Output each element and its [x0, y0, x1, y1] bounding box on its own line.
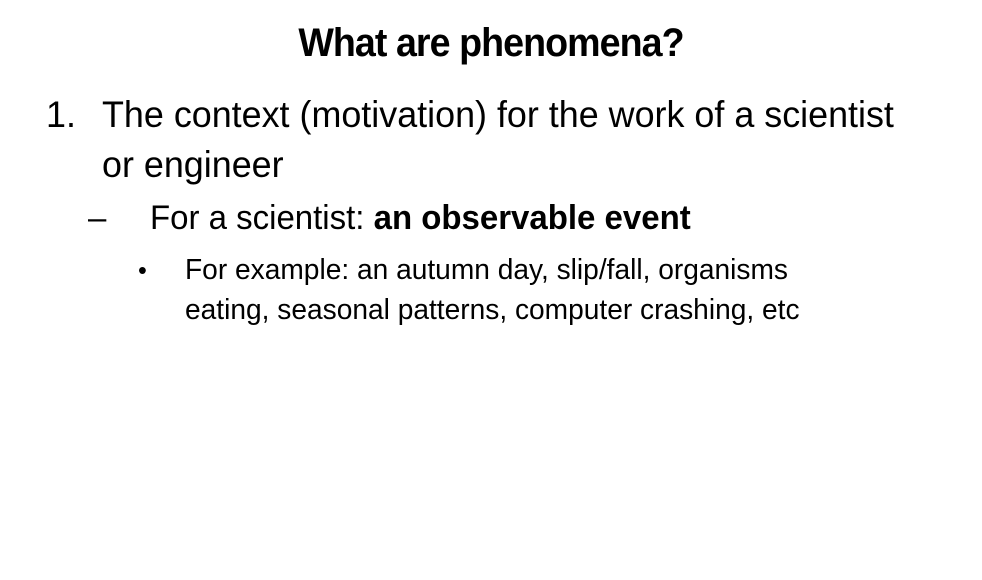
level3-text — [185, 250, 800, 330]
level2-text — [150, 196, 691, 241]
level3-bullet-marker: • — [138, 255, 147, 285]
level2-text-bold: an observable event — [373, 199, 691, 237]
level1-number-marker: 1. — [46, 94, 76, 135]
level2-dash-marker: – — [88, 199, 107, 237]
level1-text-line2: or engineer — [102, 144, 284, 185]
level3-text-line2: eating, seasonal patterns, computer crashing, etc — [185, 294, 800, 326]
level1-text-line1: The context (motivation) for the work of a scientist — [102, 94, 894, 135]
level3-text-line1: For example: an autumn day, slip/fall, organisms — [185, 254, 788, 286]
level1-text — [102, 90, 894, 190]
slide-title: What are phenomena? — [298, 21, 684, 65]
level2-text-regular: For a scientist: — [150, 199, 374, 237]
